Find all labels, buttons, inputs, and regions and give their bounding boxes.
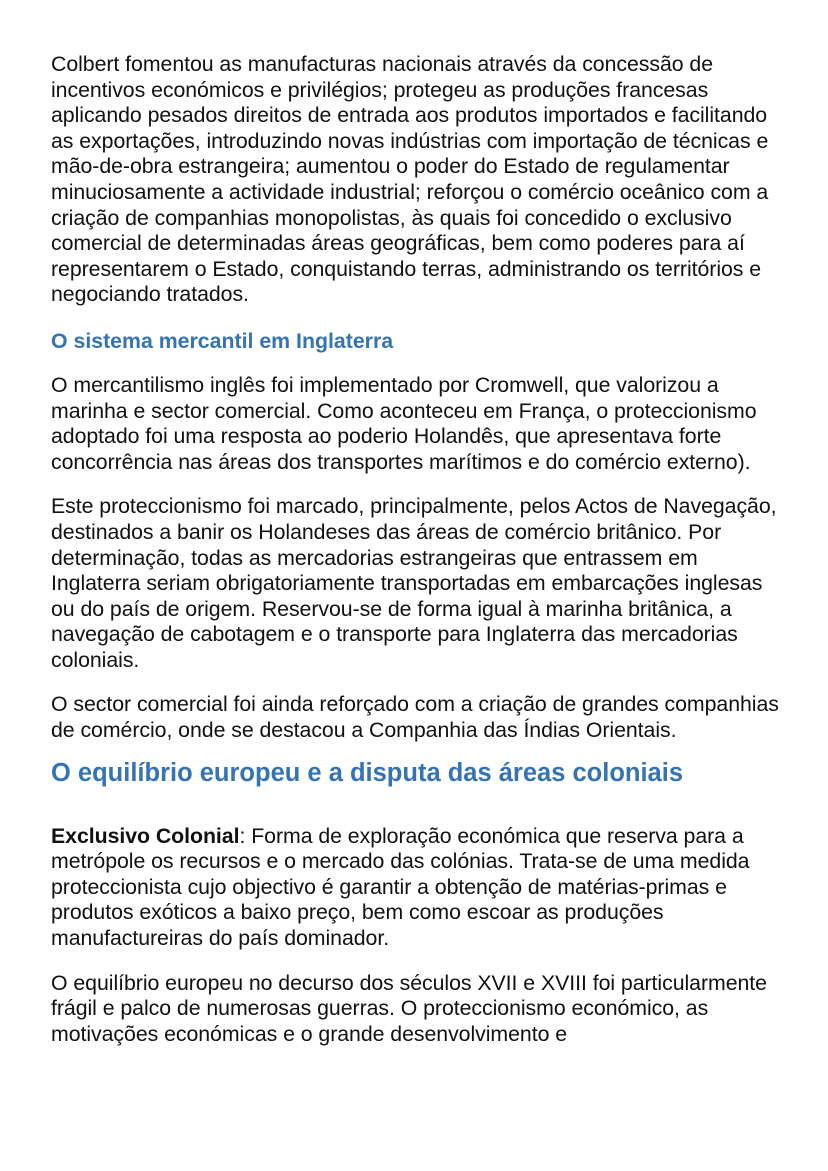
document-page [51, 52, 791, 1047]
section-heading-equilibrio: O equilíbrio europeu e a disputa das áreas coloniais [51, 758, 684, 787]
section-heading-inglaterra: O sistema mercantil em Inglaterra [51, 328, 394, 353]
definition-term: Exclusivo Colonial [51, 823, 240, 848]
definition-exclusivo-colonial [51, 824, 791, 952]
definition-text: : Forma de exploração económica que reserva para a metrópole os recursos e o mercado das colónias. Trata-se de uma medida proteccionista cujo objectivo é garantir a obtenção de matérias-primas e produtos exóticos a baixo preço, bem como escoar as produções manufactureiras do país dominador. [51, 823, 750, 951]
paragraph-equilibrio: O equilíbrio europeu no decurso dos séculos XVII e XVIII foi particularmente frágil e palco de numerosas guerras. O proteccionismo económico, as motivações económicas e o grande desenvolvimento e [51, 970, 767, 1046]
paragraph-colbert: Colbert fomentou as manufacturas nacionais através da concessão de incentivos económicos e privilégios; protegeu as produções francesas aplicando pesados direitos de entrada aos produtos importados e facilitando as exportações, introduzindo novas indústrias com importação de técnicas e mão-de-obra estrangeira; aumentou o poder do Estado de regulamentar minuciosamente a actividade industrial; reforçou o comércio oceânico com a criação de companhias monopolistas, às quais foi concedido o exclusivo comercial de determinadas áreas geográficas, bem como poderes para aí representarem o Estado, conquistando terras, administrando os territórios e negociando tratados. [51, 52, 769, 307]
paragraph-actos-navegacao: Este proteccionismo foi marcado, principalmente, pelos Actos de Navegação, destinados a banir os Holandeses das áreas de comércio britânico. Por determinação, todas as mercadorias estrangeiras que entrassem em Inglaterra seriam obrigatoriamente transportadas em embarcações inglesas ou do país de origem. Reservou-se de forma igual à marinha britânica, a navegação de cabotagem e o transporte para Inglaterra das mercadorias coloniais. [51, 494, 777, 672]
paragraph-companhias: O sector comercial foi ainda reforçado com a criação de grandes companhias de comércio, onde se destacou a Companhia das Índias Orientais. [51, 692, 779, 743]
paragraph-cromwell: O mercantilismo inglês foi implementado por Cromwell, que valorizou a marinha e sector comercial. Como aconteceu em França, o proteccionismo adoptado foi uma resposta ao poderio Holandês, que apresentava forte concorrência nas áreas dos transportes marítimos e do comércio externo). [51, 372, 757, 474]
